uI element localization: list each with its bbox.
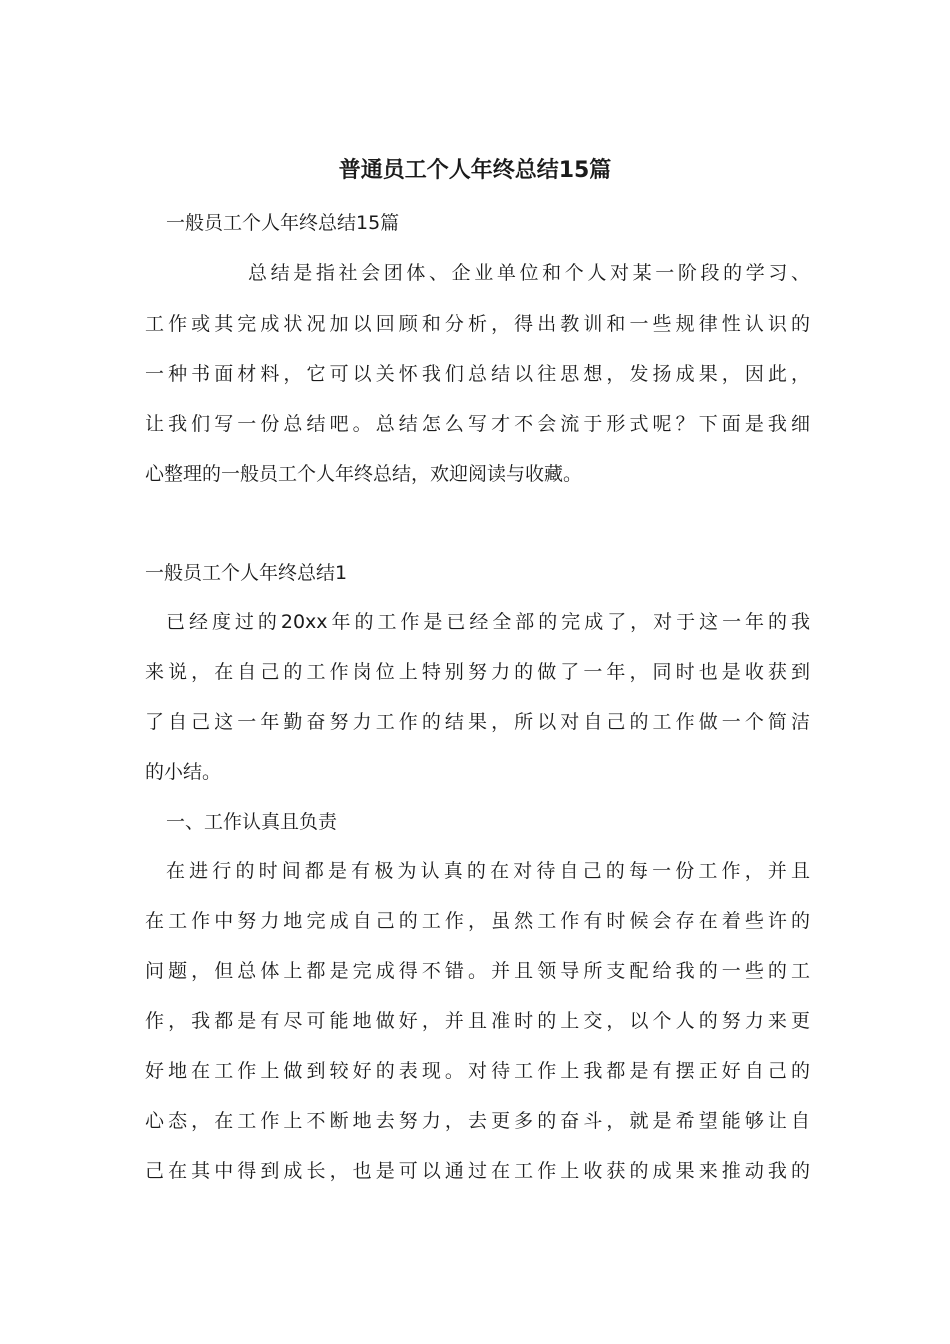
document-subtitle: 一般员工个人年终总结15篇 — [166, 212, 400, 234]
paragraph-line: 的小结。 — [145, 761, 222, 783]
paragraph-line: 来说，在自己的工作岗位上特别努力的做了一年，同时也是收获到 — [145, 661, 810, 683]
paragraph-line: 在工作中努力地完成自己的工作，虽然工作有时候会存在着些许的 — [145, 910, 810, 932]
paragraph-line: 了自己这一年勤奋努力工作的结果，所以对自己的工作做一个简洁 — [145, 711, 810, 733]
intro-line: 工作或其完成状况加以回顾和分析，得出教训和一些规律性认识的 — [145, 313, 810, 335]
paragraph-line: 好地在工作上做到较好的表现。对待工作上我都是有摆正好自己的 — [145, 1060, 810, 1082]
paragraph-line: 作，我都是有尽可能地做好，并且准时的上交，以个人的努力来更 — [145, 1010, 810, 1032]
intro-line: 一种书面材料，它可以关怀我们总结以往思想，发扬成果，因此， — [145, 363, 810, 385]
paragraph-line: 已经度过的20xx年的工作是已经全部的完成了，对于这一年的我 — [166, 611, 810, 633]
subheading: 一、工作认真且负责 — [166, 811, 338, 833]
paragraph-line: 在进行的时间都是有极为认真的在对待自己的每一份工作，并且 — [166, 860, 810, 882]
section-heading: 一般员工个人年终总结1 — [145, 562, 348, 584]
paragraph-line: 己在其中得到成长，也是可以通过在工作上收获的成果来推动我的 — [145, 1160, 810, 1182]
paragraph-line: 问题，但总体上都是完成得不错。并且领导所支配给我的一些的工 — [145, 960, 810, 982]
intro-line: 总结是指社会团体、企业单位和个人对某一阶段的学习、 — [248, 262, 810, 284]
document-title: 普通员工个人年终总结15篇 — [338, 158, 612, 183]
intro-line: 心整理的一般员工个人年终总结，欢迎阅读与收藏。 — [145, 463, 583, 485]
paragraph-line: 心态，在工作上不断地去努力，去更多的奋斗，就是希望能够让自 — [145, 1110, 810, 1132]
intro-line: 让我们写一份总结吧。总结怎么写才不会流于形式呢？下面是我细 — [145, 413, 810, 435]
